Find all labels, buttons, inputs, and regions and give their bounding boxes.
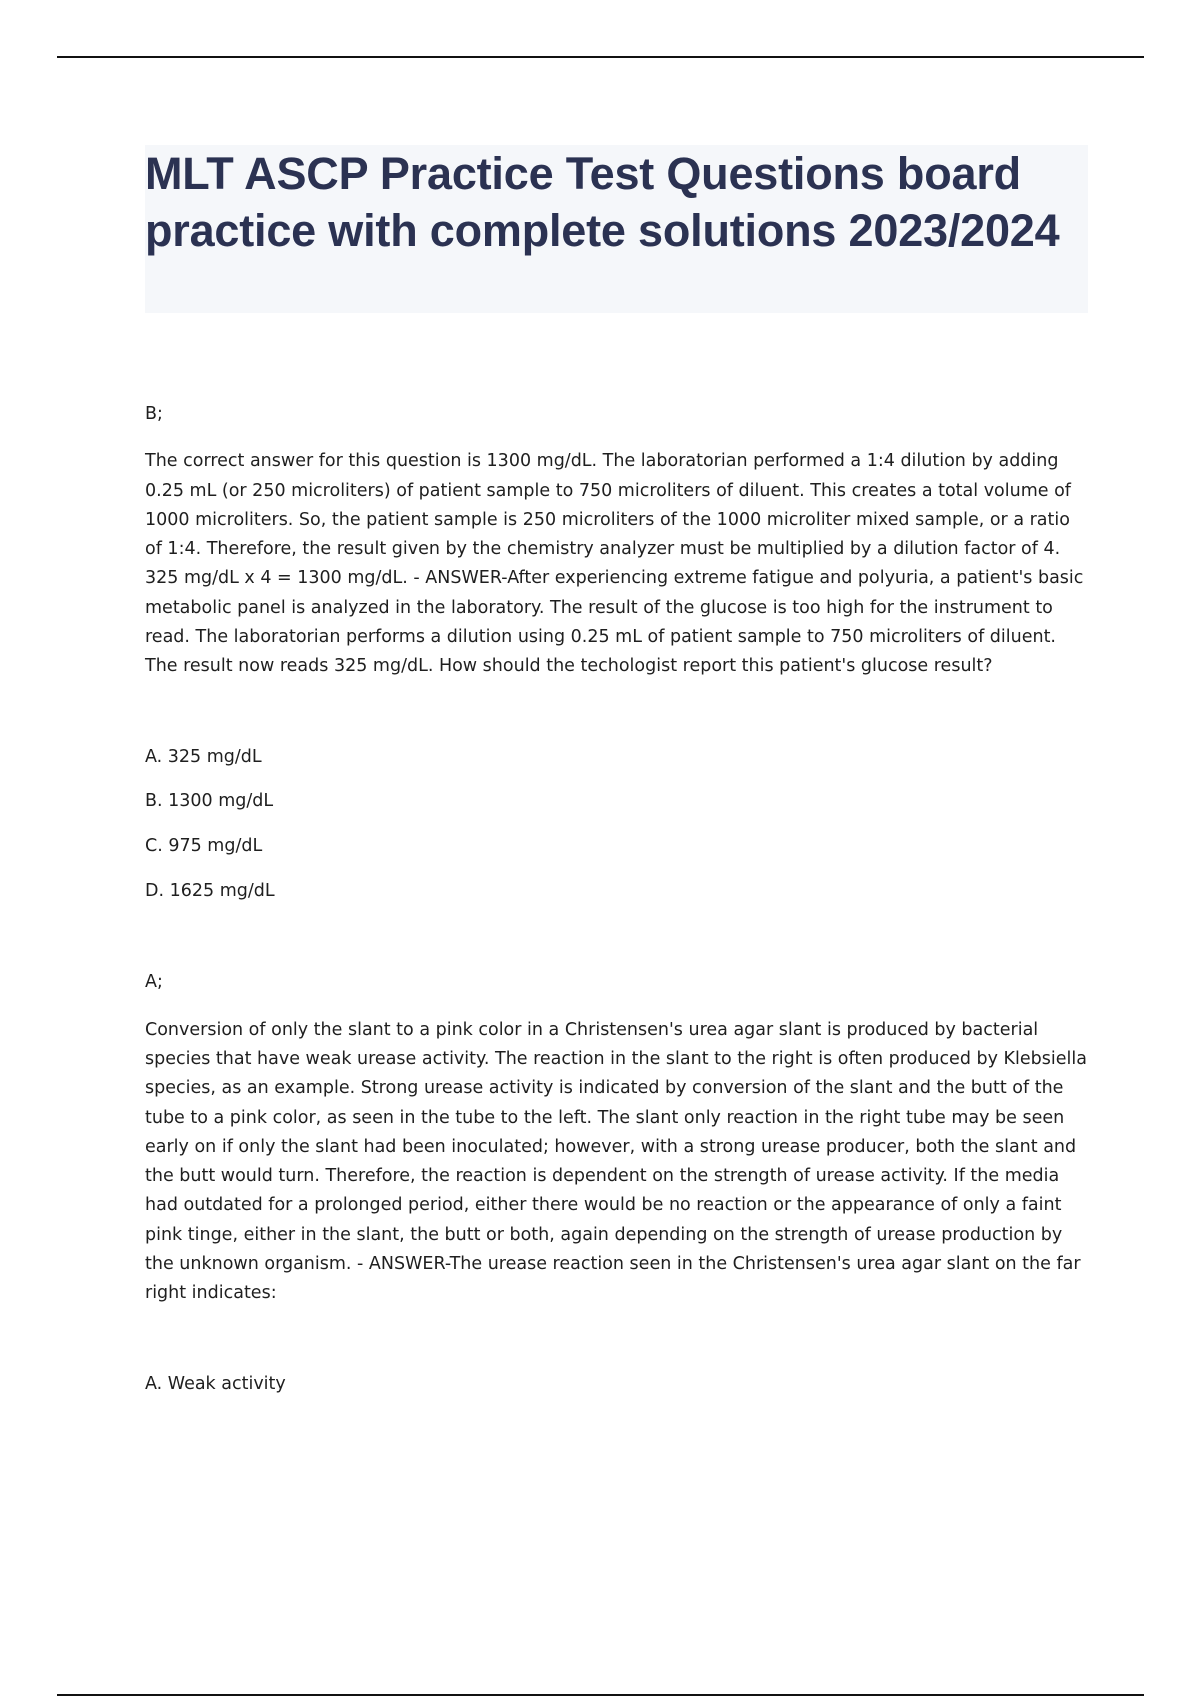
answer-letter: A; <box>145 972 163 993</box>
question-block-1 <box>145 400 1090 906</box>
answer-letter: B; <box>145 404 163 424</box>
answer-option: C. 975 mg/dL <box>145 836 263 857</box>
document-body <box>145 400 1090 1414</box>
answer-option: A. 325 mg/dL <box>145 746 262 767</box>
page-title: MLT ASCP Practice Test Questions board practice with complete solutions 2023/2024 <box>145 148 1060 256</box>
bottom-rule <box>57 1694 1144 1696</box>
question-explanation: Conversion of only the slant to a pink color in a Christensen's urea agar slant is produced by bacterial species that have weak urease activity. The reaction in the slant to the right is often produced by Klebsiella species, as an example. Strong urease activity is indicated by conversion of the slant and the butt of the tube to a pink color, as seen in the tube to the left. The slant only reaction in the right tube may be seen early on if only the slant had been inoculated; however, with a strong urease producer, both the slant and the butt would turn. Therefore, the reaction is dependent on the strength of urease activity. If the media had outdated for a prolonged period, either there would be no reaction or the appearance of only a faint pink tinge, either in the slant, the butt or both, again depending on the strength of urease production by the unknown organism. - ANSWER-The urease reaction seen in the Christensen's urea agar slant on the far right indicates: <box>145 1019 1087 1304</box>
top-rule <box>57 56 1144 58</box>
title-banner <box>145 145 1088 313</box>
question-explanation: The correct answer for this question is 1300 mg/dL. The laboratorian performed a 1:4 dilution by adding 0.25 mL (or 250 microliters) of patient sample to 750 microliters of diluent. This creates a total volume of 1000 microliters. So, the patient sample is 250 microliters of the 1000 microliter mixed sample, or a ratio of 1:4. Therefore, the result given by the chemistry analyzer must be multiplied by a dilution factor of 4. 325 mg/dL x 4 = 1300 mg/dL. - ANSWER-After experiencing extreme fatigue and polyuria, a patient's basic metabolic panel is analyzed in the laboratory. The result of the glucose is too high for the instrument to read. The laboratorian performs a dilution using 0.25 mL of patient sample to 750 microliters of diluent. The result now reads 325 mg/dL. How should the techologist report this patient's glucose result? <box>145 451 1084 677</box>
question-block-2 <box>145 968 1090 1399</box>
answer-option: A. Weak activity <box>145 1373 286 1394</box>
answer-option: D. 1625 mg/dL <box>145 881 275 902</box>
answer-option: B. 1300 mg/dL <box>145 791 274 812</box>
